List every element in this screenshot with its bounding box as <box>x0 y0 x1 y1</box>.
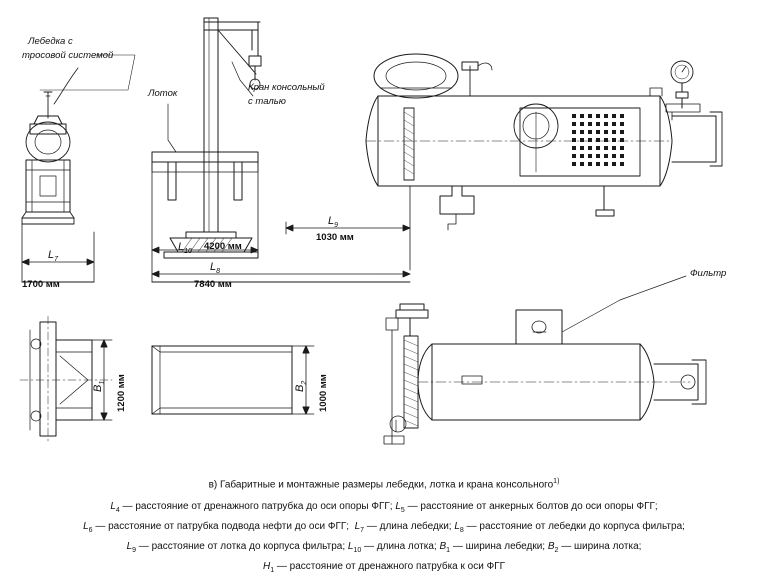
dimension-l7-value: 1700 мм <box>22 279 60 290</box>
annotation-crane-line2: с талью <box>248 96 286 107</box>
cantilever-crane <box>152 18 261 258</box>
dimension-b1-symbol: $B_1$ <box>92 380 107 392</box>
dimension-l9-symbol: $L_9$ <box>328 215 339 230</box>
legend-line-4: $H_1$ — расстояние от дренажного патрубка к оси ФГГ <box>262 561 506 574</box>
dimension-l8-symbol: $L_8$ <box>210 261 221 276</box>
legend-line-1: $L_4$ — расстояние от дренажного патрубка до оси опоры ФГГ; $L_5$ — расстояние от анкерных болтов до оси опоры ФГГ; <box>110 501 658 514</box>
dimension-l10-symbol: $L_{10}$ <box>178 241 192 256</box>
filter-side-view <box>384 300 706 444</box>
dimension-b2-symbol: $B_2$ <box>294 380 309 392</box>
figure-legend <box>8 499 760 579</box>
annotation-filter: Фильтр <box>690 268 727 279</box>
winch-assembly <box>22 55 135 224</box>
legend-line-3: $L_9$ — расстояние от лотка до корпуса фильтра; $L_{10}$ — длина лотка; $B_1$ — ширина лебедки; $B_2$ — ширина лотка; <box>126 541 642 554</box>
annotation-crane-line1: Кран консольный <box>248 82 325 93</box>
dimension-l10-value: 4200 мм <box>204 241 242 252</box>
dimension-l9-value: 1030 мм <box>316 232 354 243</box>
annotation-winch-line1: Лебедка с <box>28 36 73 47</box>
figure-caption: в) Габаритные и монтажные размеры лебедки, лотка и крана консольного$^{1)}$ <box>208 478 560 491</box>
tray-plan-view <box>152 346 314 414</box>
winch-plan-view <box>20 316 112 442</box>
annotation-tray: Лоток <box>148 88 178 99</box>
annotation-winch-line2: тросовой системой <box>22 50 114 61</box>
dimension-l8-value: 7840 мм <box>194 279 232 290</box>
filter-vessel-top-view <box>366 54 722 230</box>
dimension-b2-value: 1000 мм <box>318 374 329 412</box>
dimension-l7-symbol: $L_7$ <box>48 249 59 264</box>
dimension-b1-value: 1200 мм <box>116 374 127 412</box>
legend-line-2: $L_6$ — расстояние от патрубка подвода нефти до оси ФГГ; $L_7$ — длина лебедки; $L_8$ — расстояние от лебедки до корпуса фильтра; <box>83 521 685 534</box>
